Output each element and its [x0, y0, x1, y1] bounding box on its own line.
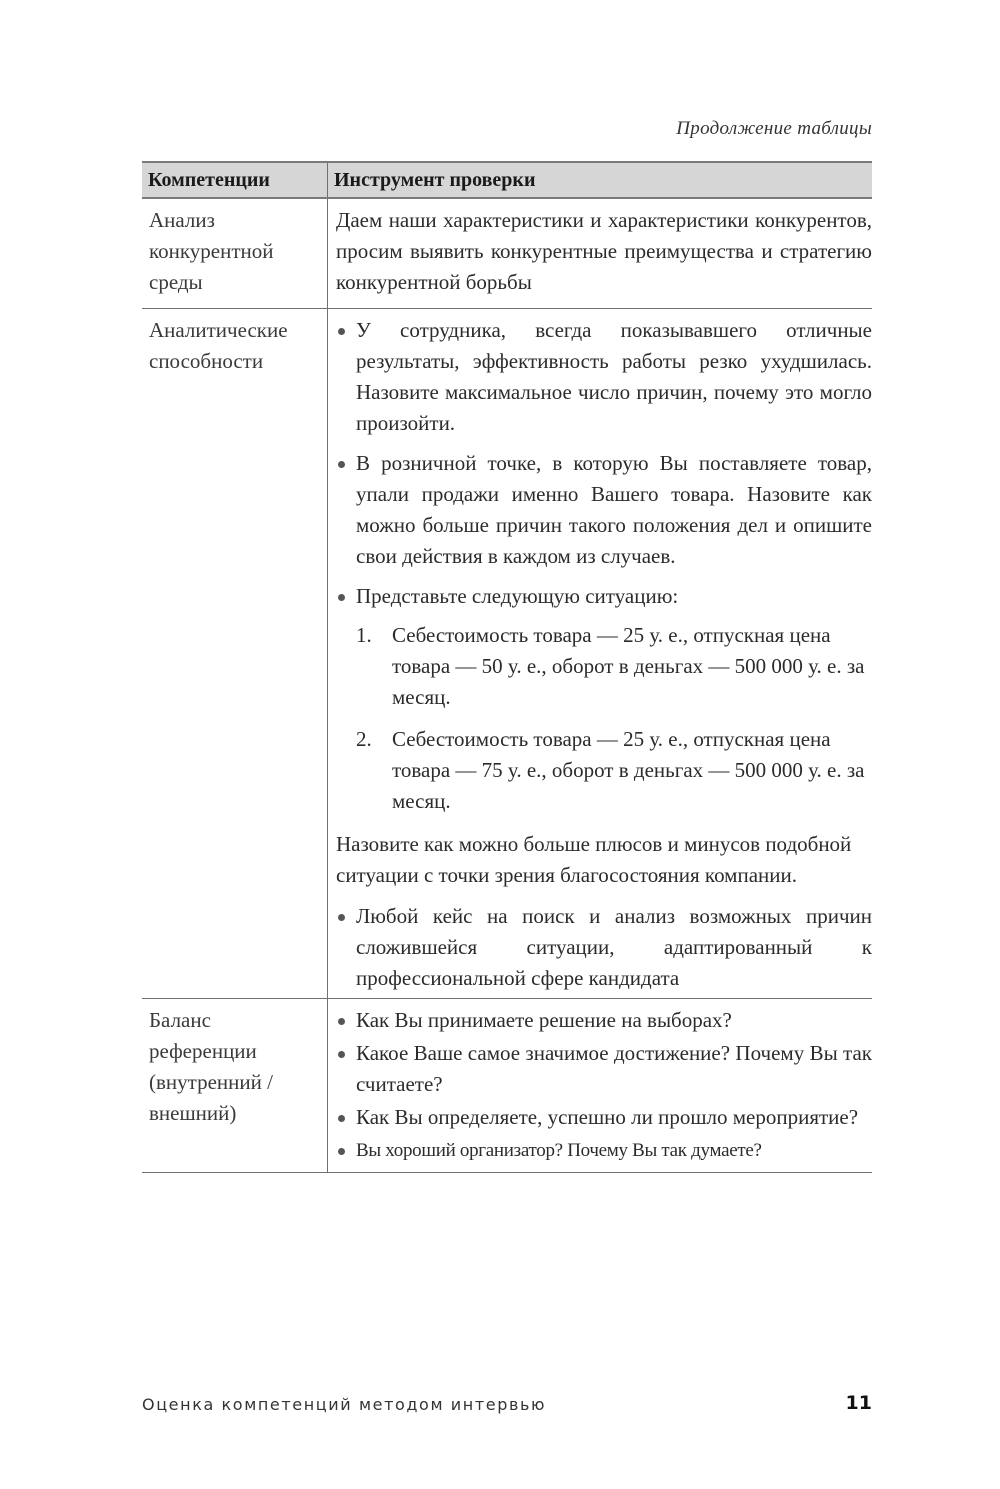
bullet-list — [336, 1005, 872, 1166]
item-number: 1. — [356, 623, 372, 647]
table-continuation-label: Продолжение таблицы — [676, 118, 872, 139]
competency-cell: Аналитические способности — [142, 309, 328, 999]
list-item: Как Вы определяете, успешно ли прошло мероприятие? — [336, 1102, 872, 1133]
instruction-paragraph: Назовите как можно больше плюсов и минусов подобной ситуации с точки зрения благосостояния компании. — [336, 832, 852, 887]
list-item: Как Вы принимаете решение на выборах? — [336, 1005, 872, 1036]
running-footer-title: Оценка компетенций методом интервью — [142, 1395, 547, 1414]
tool-cell — [328, 999, 873, 1173]
competency-table — [142, 161, 872, 1173]
list-item: Представьте следующую ситуацию: — [336, 581, 872, 612]
tool-text: Даем наши характеристики и характеристики конкурентов, просим выявить конкурентные преимущества и стратегию конкурентной борьбы — [336, 208, 872, 294]
table-header-row — [142, 162, 872, 198]
table-row — [142, 309, 872, 999]
list-item: У сотрудника, всегда показывавшего отличные результаты, эффективность работы резко ухудшилась. Назовите максимальное число причин, почему это могло произойти. — [336, 315, 872, 439]
numbered-list — [336, 620, 872, 817]
numbered-item — [336, 620, 872, 713]
list-item: Какое Ваше самое значимое достижение? Почему Вы так считаете? — [336, 1038, 872, 1100]
tool-cell — [328, 309, 873, 999]
column-header-competencies: Компетенции — [142, 162, 328, 198]
numbered-item — [336, 724, 872, 817]
page-number: 11 — [845, 1392, 872, 1414]
column-header-tool: Инструмент проверки — [328, 162, 873, 198]
list-item: В розничной точке, в которую Вы поставляете товар, упали продажи именно Вашего товара. Назовите как можно больше причин такого положения дел и опишите свои действия в каждом из случаев. — [336, 448, 872, 572]
tool-cell — [328, 198, 873, 309]
competency-cell: Анализ конкурентной среды — [142, 198, 328, 309]
item-text: Себестоимость товара — 25 у. е., отпускная цена товара — 75 у. е., оборот в деньгах — 500 000 у. е. за месяц. — [392, 727, 865, 813]
item-text: Себестоимость товара — 25 у. е., отпускная цена товара — 50 у. е., оборот в деньгах — 500 000 у. е. за месяц. — [392, 623, 865, 709]
bullet-list — [336, 901, 872, 994]
list-item: Вы хороший организатор? Почему Вы так думаете? — [336, 1135, 872, 1166]
table-row — [142, 999, 872, 1173]
item-number: 2. — [356, 727, 372, 751]
table-row — [142, 198, 872, 309]
bullet-list — [336, 315, 872, 612]
competency-cell: Баланс референции (внутренний / внешний) — [142, 999, 328, 1173]
list-item: Любой кейс на поиск и анализ возможных причин сложившейся ситуации, адаптированный к профессиональной сфере кандидата — [336, 901, 872, 994]
